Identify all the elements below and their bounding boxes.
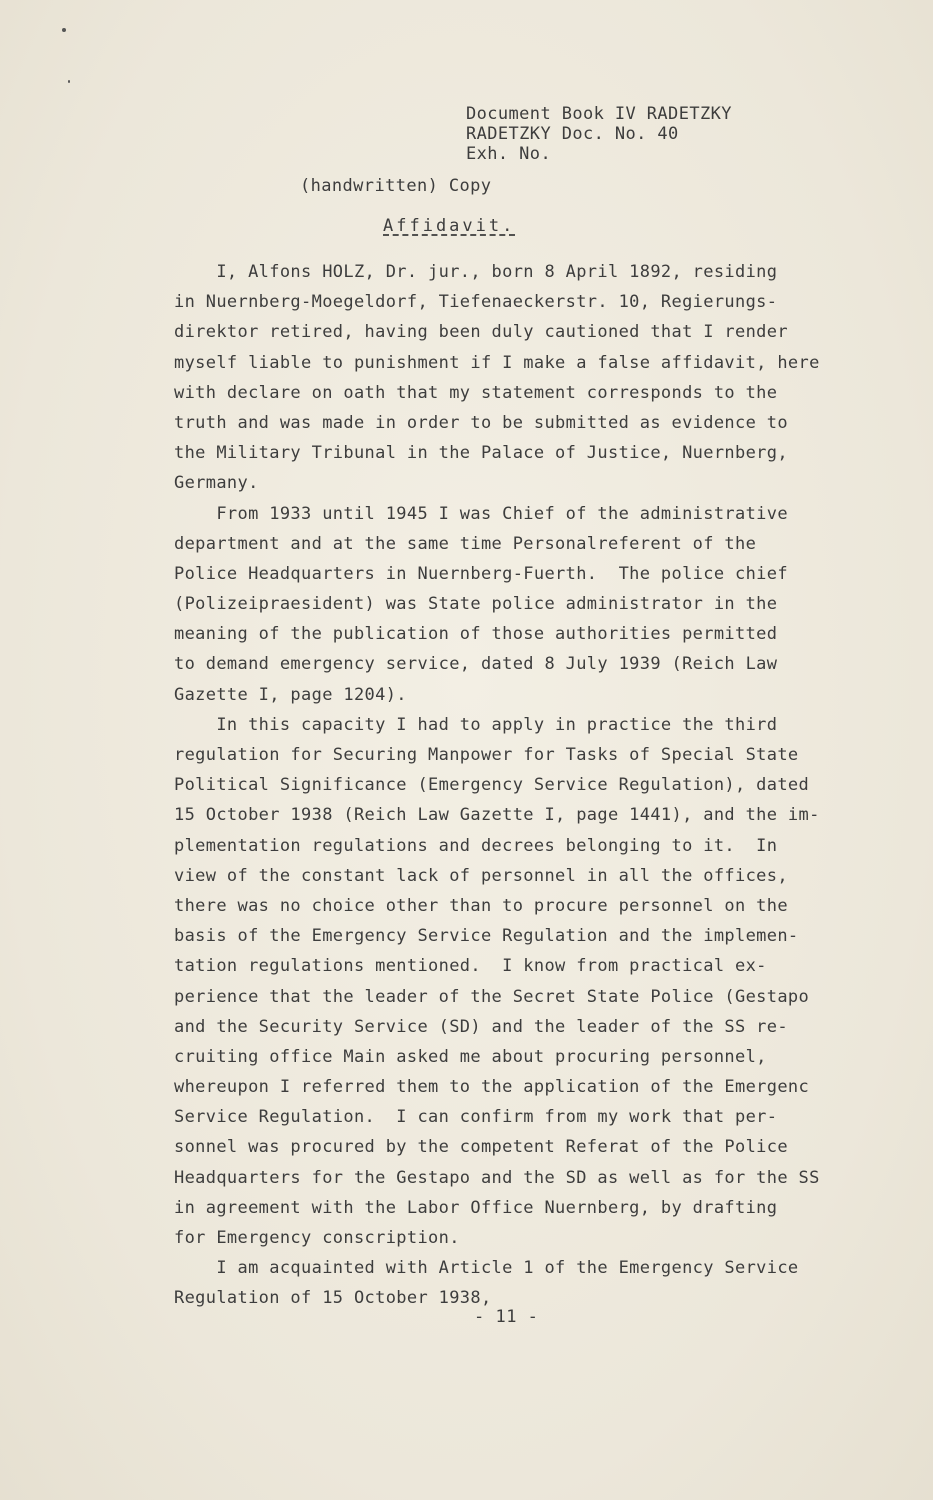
body-line: tation regulations mentioned. I know from practical ex-: [174, 956, 767, 977]
body-line: department and at the same time Personalreferent of the: [174, 533, 757, 554]
body-line: cruiting office Main asked me about procuring personnel,: [174, 1046, 767, 1067]
body-line: truth and was made in order to be submitted as evidence to: [174, 412, 788, 433]
body-line: whereupon I referred them to the application of the Emergenc: [174, 1077, 810, 1098]
body-line: myself liable to punishment if I make a false affidavit, here: [174, 352, 820, 373]
body-line: with declare on oath that my statement corresponds to the: [174, 382, 778, 403]
body-line: plementation regulations and decrees belonging to it. In: [174, 835, 778, 856]
ink-speck: [62, 28, 66, 32]
body-line: Headquarters for the Gestapo and the SD as well as for the SS: [174, 1167, 820, 1188]
body-line: Regulation of 15 October 1938,: [174, 1288, 492, 1309]
document-title: Affidavit.: [383, 216, 516, 236]
body-line: In this capacity I had to apply in practice the third: [174, 714, 778, 735]
body-line: (Polizeipraesident) was State police administrator in the: [174, 594, 778, 615]
header-line: Document Book IV RADETZKY: [466, 104, 732, 124]
copy-label: (handwritten) Copy: [300, 176, 492, 196]
ink-speck: [68, 80, 70, 83]
body-line: there was no choice other than to procure personnel on the: [174, 895, 788, 916]
body-line: perience that the leader of the Secret State Police (Gestapo: [174, 986, 810, 1007]
body-line: meaning of the publication of those authorities permitted: [174, 624, 778, 645]
body-line: basis of the Emergency Service Regulation and the implemen-: [174, 926, 799, 947]
body-line: view of the constant lack of personnel in all the offices,: [174, 865, 788, 886]
body-line: regulation for Securing Manpower for Tasks of Special State: [174, 745, 799, 765]
header-line: RADETZKY Doc. No. 40: [466, 124, 679, 144]
body-line: 15 October 1938 (Reich Law Gazette I, page 1441), and the im-: [174, 805, 820, 826]
body-line: for Emergency conscription.: [174, 1228, 460, 1248]
body-line: Germany.: [174, 473, 259, 494]
body-line: the Military Tribunal in the Palace of Justice, Nuernberg,: [174, 443, 788, 464]
body-line: Political Significance (Emergency Service Regulation), dated: [174, 775, 810, 796]
body-line: Service Regulation. I can confirm from my work that per-: [174, 1107, 778, 1128]
body-line: I, Alfons HOLZ, Dr. jur., born 8 April 1892, residing: [174, 262, 778, 282]
body-line: in agreement with the Labor Office Nuernberg, by drafting: [174, 1197, 778, 1218]
body-line: I am acquainted with Article 1 of the Emergency Service: [174, 1258, 799, 1279]
body-line: Gazette I, page 1204).: [174, 684, 407, 705]
body-line: direktor retired, having been duly cautioned that I render: [174, 322, 788, 343]
document-header: [466, 104, 732, 164]
header-line: Exh. No.: [466, 144, 552, 164]
body-line: to demand emergency service, dated 8 July 1939 (Reich Law: [174, 654, 778, 675]
body-line: From 1933 until 1945 I was Chief of the administrative: [174, 503, 788, 524]
body-line: and the Security Service (SD) and the leader of the SS re-: [174, 1016, 788, 1037]
page-number: - 11 -: [474, 1307, 539, 1327]
body-line: sonnel was procured by the competent Referat of the Police: [174, 1137, 788, 1158]
body-line: Police Headquarters in Nuernberg-Fuerth. The police chief: [174, 563, 788, 584]
affidavit-body: [174, 257, 874, 1314]
body-line: in Nuernberg-Moegeldorf, Tiefenaeckerstr. 10, Regierungs-: [174, 292, 778, 313]
